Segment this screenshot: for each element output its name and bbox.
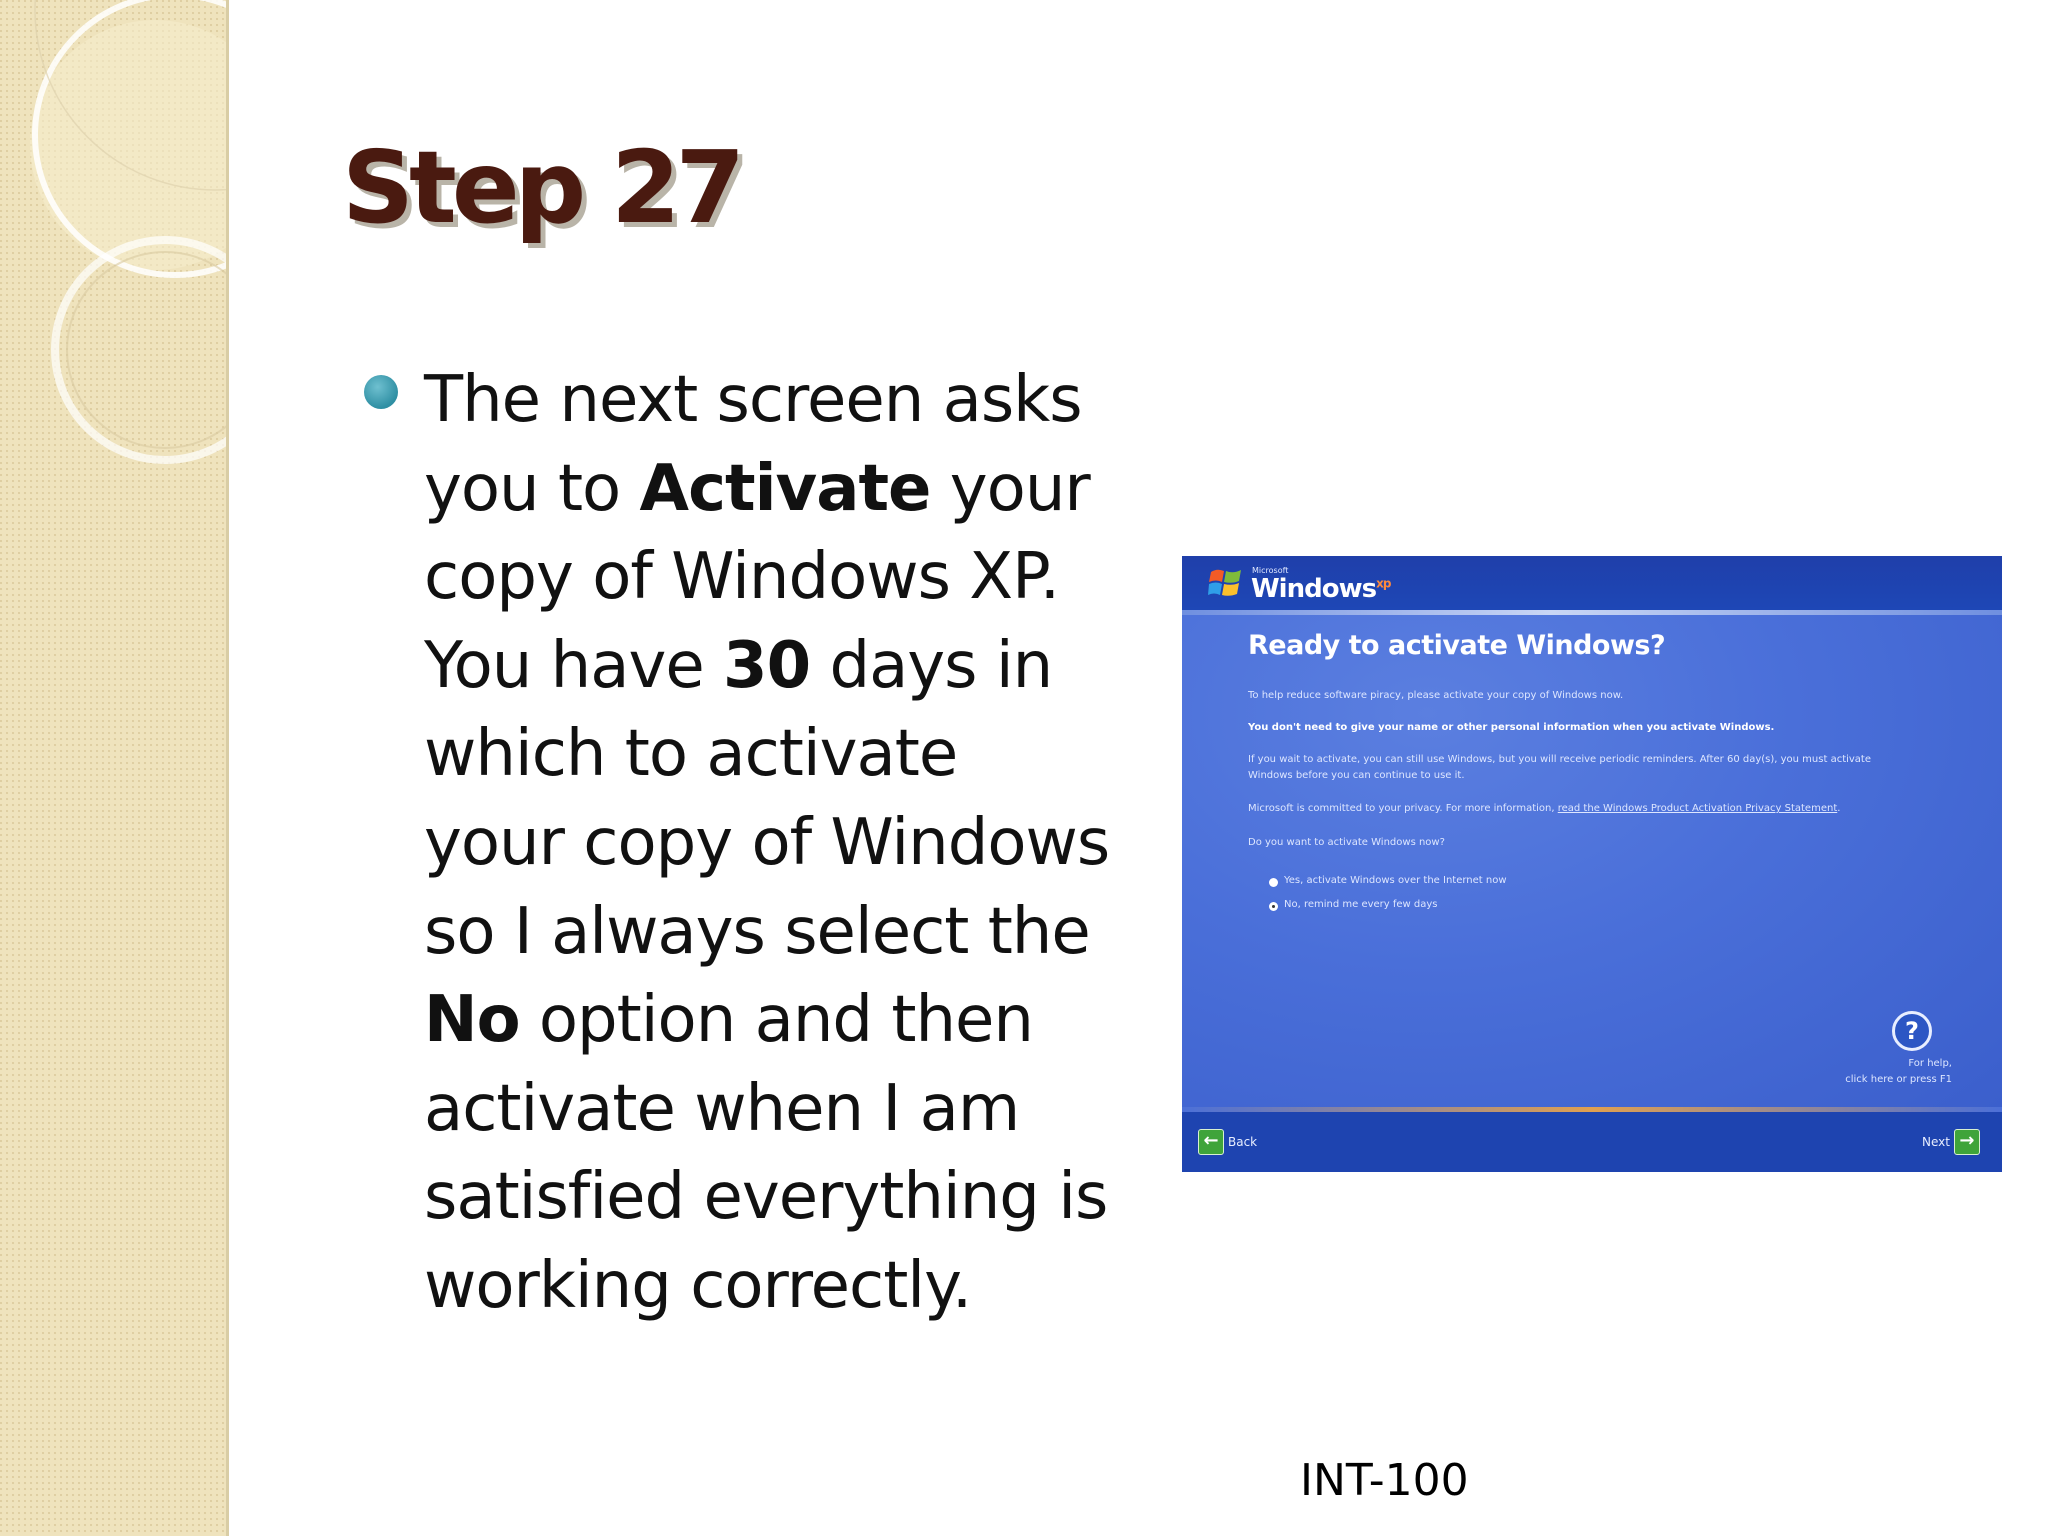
right-arrow-icon: → [1954,1129,1980,1155]
xp-question: Do you want to activate Windows now? [1248,837,1445,848]
body-bold-days: 30 [723,628,811,703]
body-text-3: days in which to activate your copy of Windows so I always select the [424,628,1110,969]
decorative-sidebar [0,0,226,1536]
xp-footer-bar [1182,1112,2002,1172]
windows-flag-icon [1208,566,1244,600]
body-text-4: option and then activate when I am satisfied everything is working correctly. [424,983,1108,1323]
xp-privacy-text: Microsoft is committed to your privacy. For more information, [1248,803,1558,814]
windows-activation-screenshot [1182,556,2002,1172]
footer-course-code: INT-100 [1300,1455,1469,1506]
xp-back-label: Back [1228,1135,1258,1149]
xp-help-line-1: For help, [1908,1058,1952,1069]
xp-privacy-link[interactable]: read the Windows Product Activation Privacy Statement [1557,803,1838,814]
xp-paragraph-3a: If you wait to activate, you can still use Windows, but you will receive periodic reminders. After 60 day(s), you must activate [1248,754,1872,765]
xp-radio-no[interactable] [1269,902,1278,911]
xp-next-label: Next [1922,1135,1950,1149]
slide-title: Step 27 [342,129,741,246]
body-text-1: The next screen asks you to [424,363,1082,526]
xp-paragraph-1: To help reduce software piracy, please activate your copy of Windows now. [1248,690,1624,701]
xp-brand-small: Microsoft [1252,566,1289,575]
xp-help-text [1822,1056,1952,1088]
xp-help-line-2: click here or press F1 [1845,1074,1952,1085]
left-arrow-icon: ← [1198,1129,1224,1155]
decorative-rings [0,0,226,520]
xp-radio-no-label[interactable]: No, remind me every few days [1284,899,1438,910]
sidebar-divider [226,0,229,1536]
xp-paragraph-3b: Windows before you can continue to use it. [1248,770,1465,781]
xp-content-area [1182,615,2002,1107]
body-text-2: your copy of Windows XP. You have [424,451,1090,703]
xp-paragraph-2: You don't need to give your name or other personal information when you activate Windows. [1248,722,1775,733]
xp-brand-text: Windows [1251,574,1377,604]
body-bold-no: No [424,983,520,1058]
xp-next-button[interactable] [1922,1129,1980,1155]
xp-privacy-end: . [1837,803,1841,814]
bullet-icon [364,375,398,409]
bullet-text [424,356,1114,1331]
xp-radio-yes[interactable] [1269,878,1278,887]
xp-brand-logo [1251,574,1390,604]
question-mark-icon[interactable]: ? [1892,1011,1932,1051]
body-bold-activate: Activate [639,451,931,526]
xp-radio-yes-label[interactable]: Yes, activate Windows over the Internet now [1284,875,1507,886]
xp-brand-sup: xp [1376,576,1391,591]
xp-heading: Ready to activate Windows? [1248,630,1666,661]
xp-paragraph-4 [1248,803,1840,814]
xp-back-button[interactable] [1198,1129,1257,1155]
